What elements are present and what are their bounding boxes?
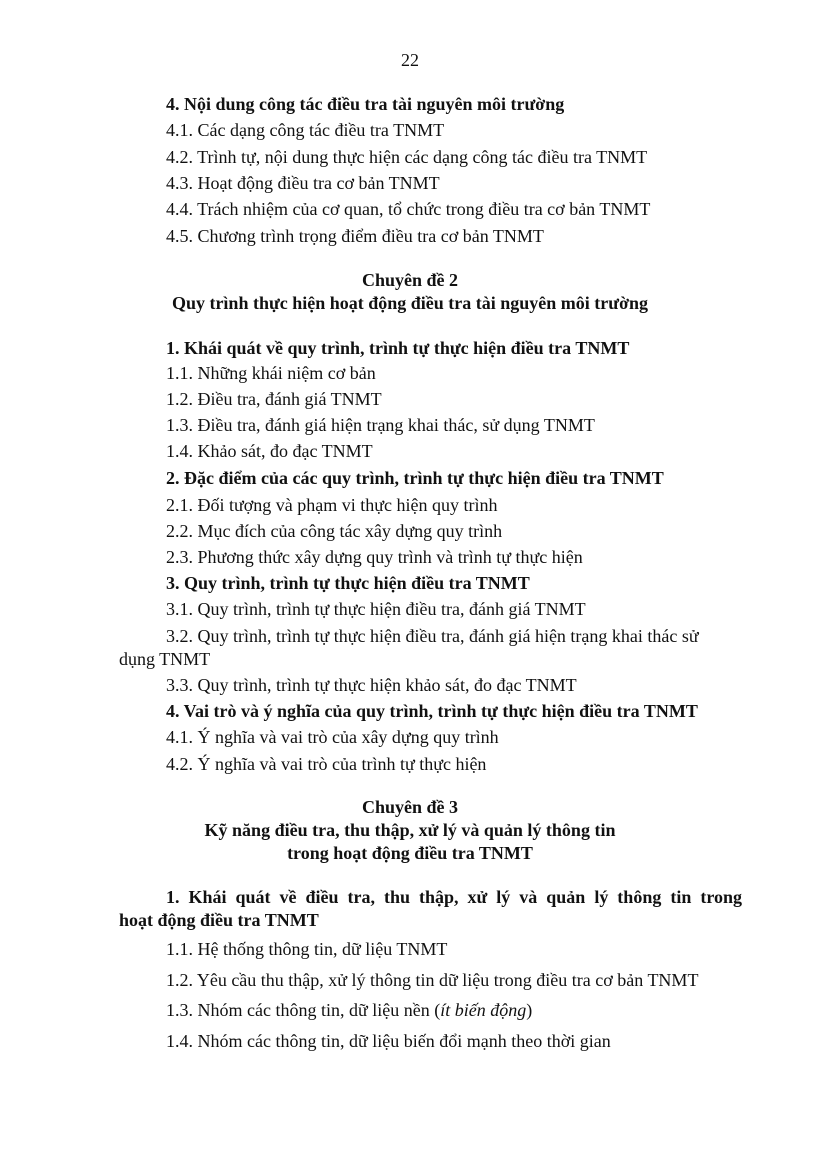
list-item: 4.1. Các dạng công tác điều tra TNMT <box>166 120 445 140</box>
list-item: 2.3. Phương thức xây dựng quy trình và trình tự thực hiện <box>166 547 583 567</box>
list-item-1-3 <box>166 999 532 1021</box>
list-item: 3.1. Quy trình, trình tự thực hiện điều tra, đánh giá TNMT <box>166 599 586 619</box>
topic-3-section-1-heading-line-1: 1. Khái quát về điều tra, thu thập, xử lý và quản lý thông tin trong <box>166 887 742 907</box>
item-italic-text: ít biến động <box>440 1000 527 1020</box>
page-number: 22 <box>401 50 419 70</box>
list-item: 1.2. Điều tra, đánh giá TNMT <box>166 389 382 409</box>
list-item: 4.2. Trình tự, nội dung thực hiện các dạng công tác điều tra TNMT <box>166 147 648 167</box>
list-item-continuation: dụng TNMT <box>119 649 211 669</box>
topic-3-section-1-heading-line-2: hoạt động điều tra TNMT <box>119 910 319 930</box>
list-item: 3.2. Quy trình, trình tự thực hiện điều tra, đánh giá hiện trạng khai thác sử <box>166 626 699 646</box>
topic-3-title-line-2: trong hoạt động điều tra TNMT <box>287 843 533 863</box>
list-item: 3.3. Quy trình, trình tự thực hiện khảo sát, đo đạc TNMT <box>166 675 577 695</box>
item-text-suffix: ) <box>526 1000 533 1020</box>
list-item: 4.2. Ý nghĩa và vai trò của trình tự thực hiện <box>166 754 487 774</box>
list-item: 4.4. Trách nhiệm của cơ quan, tổ chức trong điều tra cơ bản TNMT <box>166 199 651 219</box>
topic-2-title: Quy trình thực hiện hoạt động điều tra tài nguyên môi trường <box>171 293 649 313</box>
topic-2-section-2-heading: 2. Đặc điểm của các quy trình, trình tự thực hiện điều tra TNMT <box>166 468 664 488</box>
list-item: 2.2. Mục đích của công tác xây dựng quy trình <box>166 521 503 541</box>
list-item: 1.1. Những khái niệm cơ bản <box>166 363 376 383</box>
list-item: 4.5. Chương trình trọng điểm điều tra cơ bản TNMT <box>166 226 544 246</box>
list-item: 1.3. Điều tra, đánh giá hiện trạng khai thác, sử dụng TNMT <box>166 415 595 435</box>
topic-3-title-line-1: Kỹ năng điều tra, thu thập, xử lý và quản lý thông tin <box>204 820 616 840</box>
list-item: 1.4. Khảo sát, đo đạc TNMT <box>166 441 373 461</box>
item-text: 1.3. Nhóm các thông tin, dữ liệu nền ( <box>166 1000 441 1020</box>
list-item: 4.3. Hoạt động điều tra cơ bản TNMT <box>166 173 440 193</box>
list-item: 2.1. Đối tượng và phạm vi thực hiện quy trình <box>166 495 498 515</box>
list-item: 1.2. Yêu cầu thu thập, xử lý thông tin dữ liệu trong điều tra cơ bản TNMT <box>166 970 699 990</box>
list-item: 1.4. Nhóm các thông tin, dữ liệu biến đổi mạnh theo thời gian <box>166 1031 611 1051</box>
section-4-heading: 4. Nội dung công tác điều tra tài nguyên môi trường <box>166 94 565 114</box>
topic-3-label: Chuyên đề 3 <box>361 797 459 817</box>
list-item: 1.1. Hệ thống thông tin, dữ liệu TNMT <box>166 939 448 959</box>
topic-2-section-1-heading: 1. Khái quát về quy trình, trình tự thực hiện điều tra TNMT <box>166 338 630 358</box>
topic-2-section-3-heading: 3. Quy trình, trình tự thực hiện điều tra TNMT <box>166 573 530 593</box>
list-item: 4.1. Ý nghĩa và vai trò của xây dựng quy trình <box>166 727 499 747</box>
topic-2-label: Chuyên đề 2 <box>361 270 459 290</box>
topic-2-section-4-heading: 4. Vai trò và ý nghĩa của quy trình, trình tự thực hiện điều tra TNMT <box>166 701 698 721</box>
